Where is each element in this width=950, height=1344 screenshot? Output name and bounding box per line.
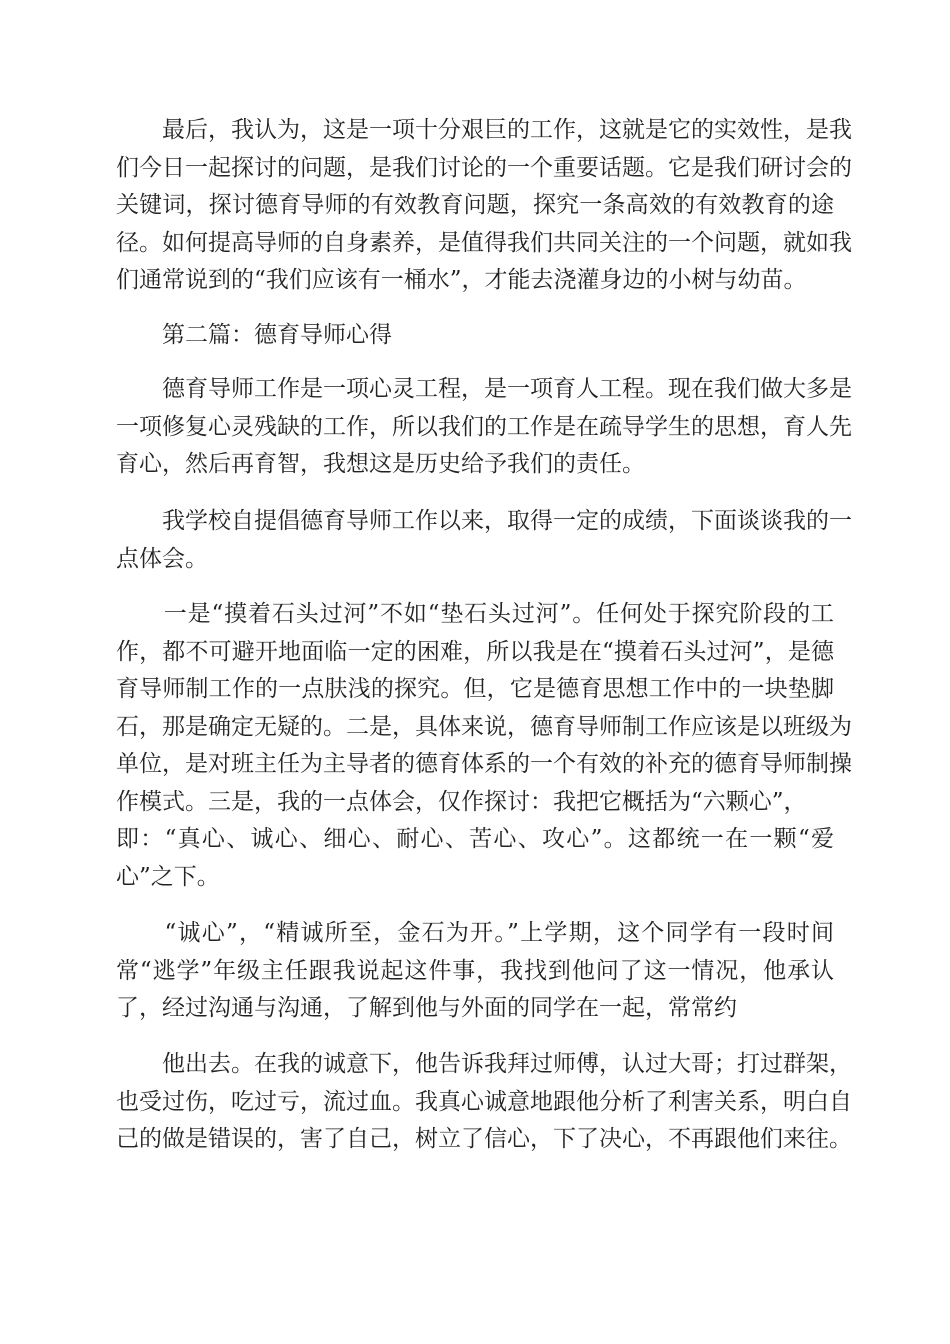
text-line: 一是“摸着石头过河”不如“垫石头过河”。任何处于探究阶段的工 <box>116 601 834 627</box>
paragraph-sincerity <box>116 915 834 1028</box>
text-line: 育心，然后再育智，我想这是历史给予我们的责任。 <box>116 451 645 477</box>
text-line: 他出去。在我的诚意下，他告诉我拜过师傅，认过大哥；打过群架， <box>116 1051 852 1077</box>
text-line: 单位，是对班主任为主导者的德育体系的一个有效的补充的德育导师制操 <box>116 751 852 777</box>
text-line: 关键词，探讨德育导师的有效教育问题，探究一条高效的有效教育的途 <box>116 192 834 218</box>
section-heading <box>116 317 834 355</box>
text-line: 常“逃学”年级主任跟我说起这件事，我找到他问了这一情况，他承认 <box>116 957 834 984</box>
text-line: 一项修复心灵残缺的工作，所以我们的工作是在疏导学生的思想，育人先 <box>116 413 852 440</box>
text-line: 己的做是错误的，害了自己，树立了信心，下了决心，不再跟他们来往。 <box>116 1126 852 1152</box>
paragraph-conclusion <box>116 112 852 300</box>
text-line: 们今日一起探讨的问题，是我们讨论的一个重要话题。它是我们研讨会的 <box>116 154 852 181</box>
paragraph-story <box>116 1046 852 1159</box>
text-line: 德育导师工作是一项心灵工程，是一项育人工程。现在我们做大多是 <box>116 376 852 402</box>
text-line: 们通常说到的“我们应该有一桶水”，才能去浇灌身边的小树与幼苗。 <box>116 267 807 293</box>
text-line: 径。如何提高导师的自身素养，是值得我们共同关注的一个问题，就如我 <box>116 229 852 256</box>
text-line: 也受过伤，吃过亏，流过血。我真心诚意地跟他分析了利害关系，明白自 <box>116 1088 852 1115</box>
text-line: 我学校自提倡德育导师工作以来，取得一定的成绩，下面谈谈我的一 <box>116 508 852 534</box>
paragraph-points <box>116 596 852 896</box>
text-line: 育导师制工作的一点肤浅的探究。但，它是德育思想工作中的一块垫脚 <box>116 676 834 702</box>
text-line: 作，都不可避开地面临一定的困难，所以我是在“摸着石头过河”，是德 <box>116 638 834 665</box>
heading-line: 第二篇：德育导师心得 <box>116 322 392 348</box>
text-line: 石，那是确定无疑的。二是，具体来说，德育导师制工作应该是以班级为 <box>116 713 852 740</box>
text-line: 心”之下。 <box>116 863 220 890</box>
text-line: 作模式。三是，我的一点体会，仅作探讨：我把它概括为“六颗心”， <box>116 788 807 815</box>
text-line: 点体会。 <box>116 545 208 572</box>
paragraph-intro <box>116 371 852 484</box>
text-line: “诚心”，“精诚所至，金石为开。”上学期，这个同学有一段时间 <box>116 920 834 946</box>
text-line: 即：“真心、诚心、细心、耐心、苦心、攻心”。这都统一在一颗“爱 <box>116 826 834 852</box>
text-line: 最后，我认为，这是一项十分艰巨的工作，这就是它的实效性，是我 <box>116 117 852 143</box>
paragraph-experience <box>116 503 852 578</box>
text-line: 了，经过沟通与沟通，了解到他与外面的同学在一起，常常约 <box>116 995 737 1021</box>
